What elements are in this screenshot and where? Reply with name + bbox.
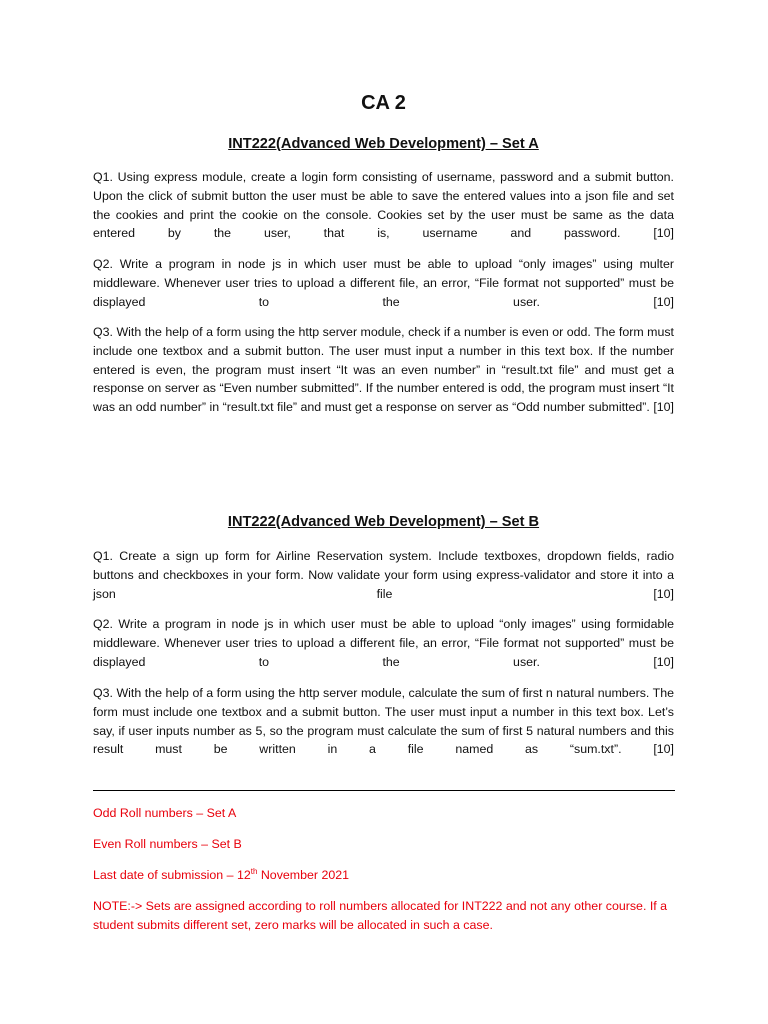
- deadline-ordinal: th: [250, 866, 258, 876]
- question-marks: [10]: [653, 400, 674, 415]
- set-a-question-2: [93, 255, 674, 311]
- question-text: Q2. Write a program in node js in which user must be able to upload “only images” using multer middleware. Whenever user tries to upload a different file, an error, “File format not supported” must be displayed to the user.: [93, 257, 674, 309]
- section-divider: [93, 790, 675, 791]
- question-marks: [10]: [653, 586, 674, 601]
- question-text: Q1. Create a sign up form for Airline Reservation system. Include textboxes, dropdown fields, radio buttons and checkboxes in your form. Now validate your form using express-validator and store it into a json file: [93, 549, 674, 601]
- question-text: Q1. Using express module, create a login form consisting of username, password and a submit button. Upon the click of submit button the user must be able to save the entered values into a json file and set the cookies and print the cookie on the console. Cookies set by the user must be same as the data entered by the user, that is, username and password.: [93, 170, 674, 241]
- question-text: Q3. With the help of a form using the http server module, calculate the sum of first n natural numbers. The form must include one textbox and a submit button. The user must input a number in this text box. Let’s say, if user inputs number as 5, so the program must calculate the sum of first 5 natural numbers and this result must be written in a file named as “sum.txt”.: [93, 686, 674, 757]
- even-roll-note: Even Roll numbers – Set B: [93, 837, 242, 851]
- assignment-note: NOTE:-> Sets are assigned according to roll numbers allocated for INT222 and not any other course. If a student submits different set, zero marks will be allocated in such a case.: [93, 899, 668, 932]
- set-a-question-3: [93, 323, 674, 417]
- question-marks: [10]: [653, 654, 674, 669]
- odd-roll-note: Odd Roll numbers – Set A: [93, 806, 237, 820]
- question-text: Q2. Write a program in node js in which user must be able to upload “only images” using formidable middleware. Whenever user tries to upload a different file, an error, “File format not supported” must be displayed to the user.: [93, 617, 674, 669]
- question-marks: [10]: [653, 226, 674, 241]
- set-a-question-1: [93, 168, 674, 243]
- question-marks: [10]: [653, 294, 674, 309]
- deadline-suffix: November 2021: [257, 868, 350, 882]
- set-b-question-3: [93, 684, 674, 759]
- question-text: Q3. With the help of a form using the http server module, check if a number is even or odd. The form must include one textbox and a submit button. The user must input a number in this text box. If the number entered is even, the program must insert “It was an even number” in “result.txt file” and must get a response on server as “Even number submitted”. If the number entered is odd, the program must insert “It was an odd number” in “result.txt file” and must get a response on server as “Odd number submitted”.: [93, 325, 674, 415]
- set-b-question-2: [93, 615, 674, 671]
- deadline-prefix: Last date of submission – 12: [93, 868, 251, 882]
- submission-deadline: [93, 866, 675, 885]
- set-b-heading: INT222(Advanced Web Development) – Set B: [227, 514, 540, 530]
- set-b-question-1: [93, 547, 674, 603]
- question-marks: [10]: [653, 742, 674, 757]
- page-title: CA 2: [361, 92, 406, 114]
- set-a-heading: INT222(Advanced Web Development) – Set A: [228, 136, 539, 152]
